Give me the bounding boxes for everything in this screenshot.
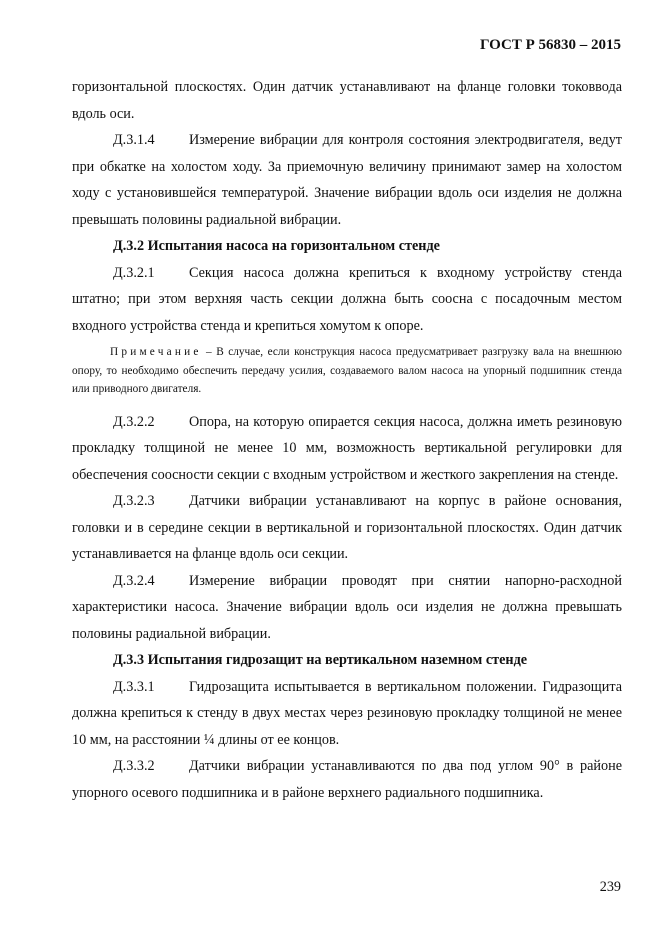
clause-text: Секция насоса должна крепиться к входному устройству стенда штатно; при этом верхняя часть секции должна быть соосна с посадочным местом входного устройства стенда и крепиться хомутом к опоре.: [72, 264, 622, 334]
clause-text: Измерение вибрации проводят при снятии напорно-расходной характеристики насоса. Значение вибрации вдоль оси изделия не должна превышать половины радиальной вибрации.: [72, 572, 622, 642]
clause-number: Д.3.2.2: [113, 413, 155, 430]
page-number: 239: [599, 879, 621, 895]
clause-number: Д.3.2.1: [113, 264, 155, 281]
clause-text: Датчики вибрации устанавливают на корпус в районе основания, головки и в середине секции в вертикальной и горизонтальной плоскостях. Один датчик устанавливается на фланце вдоль оси секции.: [72, 493, 622, 562]
note-label: Примечание: [110, 346, 202, 358]
clause-text: Опора, на которую опирается секция насоса, должна иметь резиновую прокладку толщиной не менее 10 мм, возможность вертикальной регулировки для обеспечения соосности секции с входным устройством и жесткого закрепления на стенде.: [72, 413, 622, 483]
paragraph-continuation: горизонтальной плоскостях. Один датчик устанавливают на фланце головки токоввода вдоль оси.: [72, 79, 622, 122]
clause-text: Датчики вибрации устанавливаются по два под углом 90° в районе упорного осевого подшипника и в районе верхнего радиального подшипника.: [72, 758, 622, 801]
clause-text: Гидрозащита испытывается в вертикальном положении. Гидразощита должна крепиться к стенду в двух местах через резиновую прокладку толщиной не менее 10 мм, на расстоянии ¼ длины от ее концов.: [72, 678, 622, 748]
clause-number: Д.3.3.1: [113, 678, 155, 695]
paragraph-d3-3-1: [72, 674, 622, 754]
note-text: – В случае, если конструкция насоса предусматривает разгрузку вала на внешнюю опору, то необходимо обеспечить передачу усилия, создаваемого валом насоса на упорный подшипник стенда или приводного двигателя.: [72, 346, 622, 395]
paragraph-d3-3-2: [72, 753, 622, 806]
note-block: [72, 343, 622, 399]
clause-number: Д.3.1.4: [113, 132, 155, 148]
section-heading-d3-3: Д.3.3 Испытания гидрозащит на вертикальном наземном стенде: [113, 652, 528, 668]
paragraph-d3-1-4: [72, 127, 622, 233]
clause-number: Д.3.2.3: [113, 493, 155, 509]
document-code-header: ГОСТ Р 56830 – 2015: [479, 37, 621, 53]
page-body: [72, 74, 622, 806]
paragraph-d3-2-2: [72, 409, 622, 489]
clause-number: Д.3.2.4: [113, 572, 155, 589]
paragraph-d3-2-3: [72, 488, 622, 568]
clause-text: Измерение вибрации для контроля состояния электродвигателя, ведут при обкатке на холостом ходу. За приемочную величину принимают замер на холостом ходу с установившейся температурой. Значение вибрации вдоль оси изделия не должна превышать половины радиальной вибрации.: [72, 132, 622, 228]
clause-number: Д.3.3.2: [113, 758, 155, 774]
paragraph-d3-2-4: [72, 568, 622, 648]
paragraph-d3-2-1: [72, 260, 622, 340]
section-heading-d3-2: Д.3.2 Испытания насоса на горизонтальном стенде: [113, 238, 440, 254]
